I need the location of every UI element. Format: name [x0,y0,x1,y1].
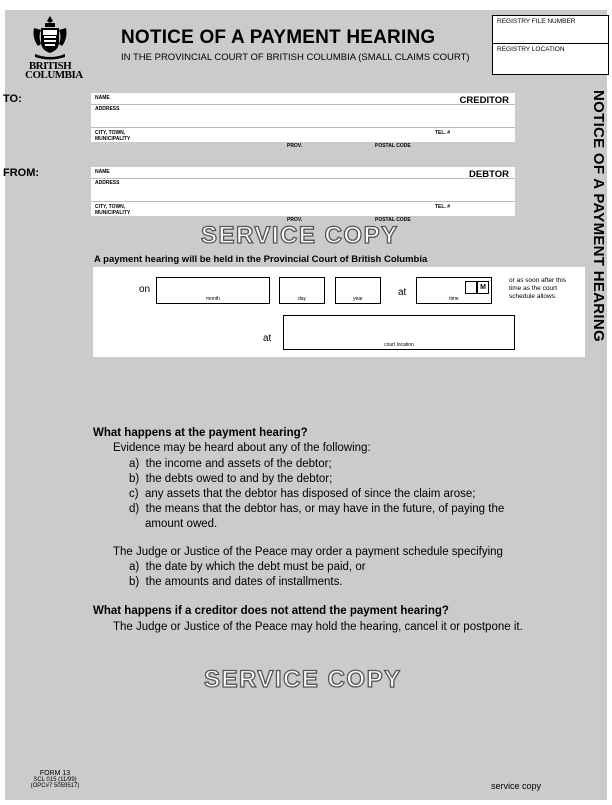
section2-text: The Judge or Justice of the Peace may hold the hearing, cancel it or postpone it. [113,621,523,633]
at-label: at [398,287,407,298]
list-item-letter: a) [129,561,140,573]
day-caption: day [297,296,307,302]
debtor-prov-label: PROV. [287,217,303,223]
hearing-heading: A payment hearing will be held in the Provincial Court of British Columbia [94,254,428,265]
form-subtitle: IN THE PROVINCIAL COURT OF BRITISH COLUMBIA (SMALL CLAIMS COURT) [121,52,470,63]
creditor-city-label-2: MUNICIPALITY [95,136,131,142]
logo-text-line2: COLUMBIA [25,69,83,81]
list-item-text: the means that the debtor has, or may have in the future, of paying the [145,503,505,515]
list-item [129,576,343,588]
service-copy-watermark: SERVICE COPY [201,222,399,249]
day-field[interactable] [279,277,325,304]
list-item-text: the amounts and dates of installments. [145,576,343,588]
m-box: M [477,281,489,294]
creditor-prov-label: PROV. [287,143,303,149]
court-location-field[interactable] [283,315,515,350]
year-field[interactable] [335,277,381,304]
section2-heading: What happens if a creditor does not attend the payment hearing? [93,605,449,617]
list-item [129,458,332,470]
creditor-postal-label: POSTAL CODE [375,143,411,149]
list-item-letter: b) [129,473,140,485]
section1-intro: Evidence may be heard about any of the following: [113,442,371,454]
list-item [129,473,332,485]
am-pm-box[interactable] [465,281,477,294]
hearing-details-box [93,267,585,357]
form-title: NOTICE OF A PAYMENT HEARING [121,27,436,48]
month-caption: month [206,296,220,302]
time-field[interactable] [416,277,492,304]
service-copy-watermark: SERVICE COPY [204,666,402,693]
creditor-box[interactable] [91,93,515,142]
debtor-city-label-1: CITY, TOWN, [95,204,126,210]
list-item-letter: b) [129,576,140,588]
debtor-postal-label: POSTAL CODE [375,217,411,223]
at-location-label: at [263,333,272,344]
list-item-letter: a) [129,458,140,470]
on-label: on [139,284,151,295]
court-location-caption: court location [384,342,414,348]
time-caption: time [449,296,459,302]
to-label: TO: [3,93,22,105]
from-label: FROM: [3,167,40,179]
schedule-note-line2: time as the court [509,285,558,292]
creditor-address-label: ADDRESS [95,106,120,112]
side-title-text: NOTICE OF A PAYMENT HEARING [590,90,607,343]
debtor-city-label-2: MUNICIPALITY [95,210,131,216]
judge-order-text: The Judge or Justice of the Peace may order a payment schedule specifying [113,546,503,558]
schedule-note-line3: schedule allows. [509,293,557,300]
list-item-text: the income and assets of the debtor; [145,458,332,470]
list-item-text: the debts owed to and by the debtor; [145,473,333,485]
side-title [585,90,607,430]
form-page [5,10,607,800]
registry-file-number-field[interactable] [493,16,608,44]
schedule-note [509,277,566,301]
year-caption: year [353,296,363,302]
form-number: FORM 13 [39,770,71,777]
debtor-box[interactable] [91,167,515,216]
registry-box [492,15,609,75]
creditor-divider [91,127,515,128]
registry-location-field[interactable] [493,44,608,72]
debtor-address-label: ADDRESS [95,180,120,186]
bc-logo [25,14,83,88]
debtor-tel-label: TEL. # [435,204,451,210]
form-code: SCL 015 (11/99) [33,777,77,783]
logo-text-line1: BRITISH [28,60,72,72]
list-item [129,561,366,573]
list-item-continuation: amount owed. [145,518,218,530]
debtor-role-label: DEBTOR [469,169,509,180]
month-field[interactable] [156,277,270,304]
debtor-divider [91,178,515,179]
coat-of-arms-icon [31,14,69,60]
debtor-name-label: NAME [95,169,110,175]
creditor-divider [91,104,515,105]
form-code-block [27,770,83,789]
list-item [129,488,475,500]
creditor-role-label: CREDITOR [459,95,509,106]
list-item-letter: c) [129,488,139,500]
schedule-note-line1: or as soon after this [509,277,567,284]
debtor-divider [91,201,515,202]
registry-location-label: REGISTRY LOCATION [497,46,565,53]
list-item-text: the date by which the debt must be paid, or [145,561,366,573]
creditor-name-label: NAME [95,95,110,101]
list-item-text: any assets that the debtor has disposed of since the claim arose; [144,488,476,500]
list-item-letter: d) [129,503,140,515]
section1-heading: What happens at the payment hearing? [93,427,308,439]
service-copy-label: service copy [491,781,542,791]
creditor-city-label-1: CITY, TOWN, [95,130,126,136]
registry-file-number-label: REGISTRY FILE NUMBER [497,18,576,25]
creditor-tel-label: TEL. # [435,130,451,136]
list-item [129,503,504,515]
form-code-2: (OPC#7 5059517) [30,783,80,789]
